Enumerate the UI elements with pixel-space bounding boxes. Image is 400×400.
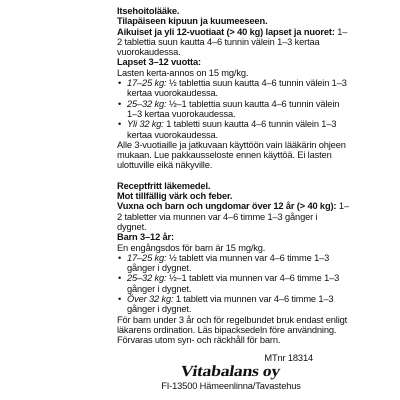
fi-dose-text: ½–1 tablettia suun kautta 4–6 tunnin välein 1–3 kertaa vuorokaudessa. [127, 98, 340, 119]
sv-dose-list [117, 253, 349, 315]
sv-dose-item [117, 253, 349, 274]
sv-children-text: En engångsdos för barn är 15 mg/kg. [117, 242, 266, 253]
fi-dose-item [117, 78, 349, 99]
company-logo-wrap [117, 364, 349, 381]
company-address: FI-13500 Hämeenlinna/Tavastehus [161, 380, 301, 391]
sv-dose-weight: 17–25 kg: [127, 252, 167, 263]
sv-adults-dosage [117, 201, 349, 232]
finnish-section [117, 6, 349, 171]
fi-note: Alle 3-vuotiaille ja jatkuvaan käyttöön vain lääkärin ohjeen mukaan. Lue pakkausseloste ennen käyttöä. Ei lasten ulottuville eikä näkyville. [117, 139, 346, 171]
swedish-section [117, 181, 349, 346]
bullet-icon: • [118, 98, 122, 109]
fi-subtitle: Tilapäiseen kipuun ja kuumeeseen. [117, 16, 268, 27]
sv-title: Receptfritt läkemedel. [117, 180, 211, 191]
sv-adults-heading: Vuxna och barn och ungdomar över 12 år (> 40 kg): [117, 201, 337, 212]
medicine-label [117, 6, 349, 391]
bullet-icon: • [118, 273, 122, 284]
sv-dose-weight: Över 32 kg: [127, 294, 174, 305]
section-divider [117, 171, 349, 181]
bullet-icon: • [118, 78, 122, 89]
mtnr-number: MTnr 18314 [264, 352, 313, 363]
fi-adults-text: 1–2 tablettia suun kautta 4–6 tunnin välein 1–3 kertaa vuorokaudessa. [117, 26, 348, 58]
fi-dose-text: ½ tablettia suun kautta 4–6 tunnin välein 1–3 kertaa vuorokaudessa. [127, 78, 347, 99]
fi-dose-weight: Yli 32 kg: [127, 119, 164, 130]
sv-children-heading: Barn 3–12 år: [117, 232, 174, 243]
sv-dose-text: ½ tablett via munnen var 4–6 timme 1–3 gånger i dygnet. [127, 252, 330, 274]
sv-dose-item [117, 273, 349, 294]
sv-adults-text: 1–2 tabletter via munnen var 4–6 timme 1–3 gånger i dygnet. [117, 201, 349, 232]
fi-dose-text: 1 tabletti suun kautta 4–6 tunnin välein 1–3 kertaa vuorokaudessa. [127, 119, 337, 140]
fi-dose-weight: 25–32 kg: [127, 98, 167, 109]
sv-dose-text: ½–1 tablett via munnen var 4–6 timme 1–3 gånger i dygnet. [127, 273, 340, 294]
sv-subtitle: Mot tillfällig värk och feber. [117, 191, 233, 202]
fi-dose-weight: 17–25 kg: [127, 78, 167, 89]
fi-dose-list [117, 78, 349, 140]
bullet-icon: • [118, 119, 122, 130]
company-logo: Vitabalans oy [179, 362, 282, 380]
fi-children-heading: Lapset 3–12 vuotta: [117, 57, 201, 68]
bullet-icon: • [118, 252, 122, 263]
sv-dose-item [117, 294, 349, 315]
fi-dose-item [117, 99, 349, 120]
fi-title: Itsehoitolääke. [117, 6, 180, 16]
fi-dose-item [117, 119, 349, 140]
fi-children-text: Lasten kerta-annos on 15 mg/kg. [117, 67, 249, 78]
bullet-icon: • [118, 294, 122, 305]
sv-note: För barn under 3 år och för regelbundet bruk endast enligt läkarens ordination. Läs bipacksedeln före användning. Förvaras utom syn- och räckhåll för barn. [117, 314, 348, 346]
fi-adults-dosage [117, 27, 349, 58]
sv-dose-text: 1 tablett via munnen var 4–6 timme 1–3 gånger i dygnet. [127, 294, 334, 315]
sv-dose-weight: 25–32 kg: [127, 273, 167, 284]
fi-adults-heading: Aikuiset ja yli 12-vuotiaat (> 40 kg) lapset ja nuoret: [117, 26, 335, 37]
